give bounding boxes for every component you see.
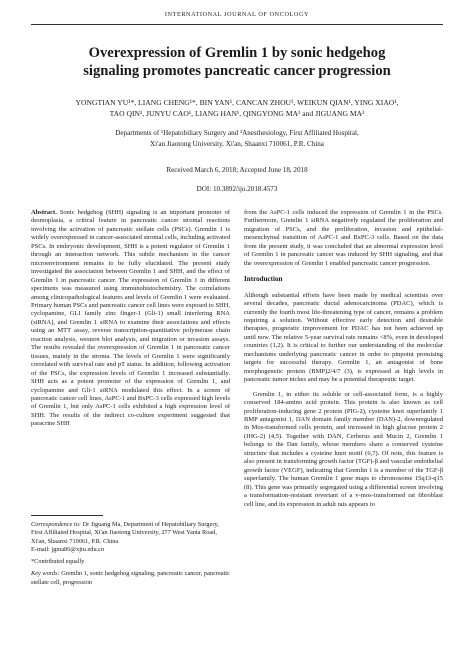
correspondence-text: Dr Jiguang Ma, Department of Hepatobiliary Surgery, First Affiliated Hospital, Xi'an Jiaotong University, 277 West Yanta Road, Xi'an, Shaanxi 710061, P.R. China: [31, 521, 219, 545]
title-line-2: signaling promotes pancreatic cancer progression: [83, 63, 391, 79]
affiliation-line-1: Departments of ¹Hepatobiliary Surgery and ²Anesthesiology, First Affiliated Hospital,: [115, 129, 359, 137]
author-list: [40, 97, 434, 119]
affiliation-line-2: Xi'an Jiaotong University, Xi'an, Shaanxi 710061, P.R. China: [150, 139, 324, 148]
title-line-1: Overexpression of Gremlin 1 by sonic hedgehog: [88, 45, 386, 61]
left-column: [31, 209, 230, 429]
keywords-text: Gremlin 1, sonic hedgehog signaling, pancreatic cancer, pancreatic stellate cell, progression: [31, 570, 230, 586]
journal-header: INTERNATIONAL JOURNAL OF ONCOLOGY: [164, 11, 310, 18]
keywords: [31, 570, 230, 587]
correspondence-label: Correspondence to:: [31, 521, 81, 528]
received-accepted-dates: Received March 6, 2018; Accepted June 18, 2018: [166, 166, 308, 174]
abstract-text: Sonic hedgehog (SHH) signaling is an important promoter of desmoplasia, a critical feature in pancreatic cancer stromal reactions involving the activation of pancreatic stellate cells (PSCs). Gremlin 1 is widely overexpressed in cancer-associated stromal cells, including activated PSCs. In embryonic development, SHH is a potent regulator of Gremlin 1 through an interaction network. This subtle mechanism in the cancer microenvironment remains to be fully elucidated. The present study investigated the association between Gremlin 1 and SHH, and the effect of Gremlin 1 in pancreatic cancer. The expression of Gremlin 1 in different specimens was measured using immunohistochemistry. The correlations among clinicopathological features and levels of Gremlin 1 were evaluated. Primary human PSCs and pancreatic cancer cell lines were exposed to SHH, cyclopamine, GLI family zinc finger-1 (Gli-1) small interfering RNA (siRNA), and Gremlin 1 siRNA to examine their associations and effects using an MTT assay, reverse transcription-quantitative polymerase chain reaction analysis, western blot analysis, and migration or invasion assays. The results revealed the overexpression of Gremlin 1 in pancreatic cancer tissues, mainly in the stroma. The levels of Gremlin 1 were significantly correlated with survival rate and pT status. In addition, following activation of the PSCs, the expression levels of Gremlin 1 increased substantially. SHH acts as a potent promoter of the expression of Gremlin 1, and cyclopamine and Gli-1 siRNA modulated this effect. In a screen of pancreatic cancer cell lines, AsPC-1 and BxPC-3 cells expressed high levels of Gremlin 1, but only AsPC-1 cells exhibited a high expression level of SHH. The results of the indirect co-culture experiment suggested that paracrine SHH: [31, 209, 230, 428]
email[interactable]: E-mail: jgma86@xjtu.edu.cn: [31, 545, 105, 553]
correspondence: [31, 521, 230, 554]
abstract-label: Abstract.: [31, 209, 57, 216]
doi[interactable]: DOI: 10.3892/ijo.2018.4573: [196, 185, 278, 193]
equal-contribution: *Contributed equally: [31, 558, 85, 566]
affiliation: [40, 128, 434, 149]
abstract: [31, 209, 230, 429]
abstract-continued: from the AsPC-1 cells induced the expression of Gremlin 1 in the PSCs. Furthermore, Gremlin 1 siRNA negatively regulated the proliferation and migration of PSCs, and the proliferation, invasion and epithelial-mesenchymal transition of AsPC-1 and BxPC-3 cells. Based on the data from the present study, it was concluded that an abnormal expression level of Gremlin 1 in pancreatic cancer was induced by SHH signaling, and that the overexpression of Gremlin 1 enabled pancreatic cancer progression.: [244, 209, 443, 267]
authors-line-1: YONGTIAN YU¹*, LIANG CHENG¹*, BIN YAN¹, CANCAN ZHOU¹, WEIKUN QIAN¹, YING XIAO¹,: [75, 98, 399, 107]
right-column: [244, 209, 443, 509]
introduction-paragraph-2: Gremlin 1, in either its soluble or cell-associated form, is a highly conserved 184-amino acid protein. This protein is also known as cell proliferation-inducing gene 2 protein (PIG-2), cysteine knot superfamily 1 BMP antagonist 1, DAN domain family member (DAN)-2, downregulated in Mos-transformed cells protein, and increased in high glucose protein 2 (IHG-2) (4,5). Together with DAN, Cerberus and Mucin 2, Gremlin 1 belongs to the Dan family, whose members share a conserved cysteine structure that includes a cysteine knot motif (6,7). Of note, this feature is also present in transforming growth factor (TGF)-β and vascular endothelial growth factor (VEGF), indicating that Gremlin 1 is a member of the TGF-β superfamily. The human Gremlin 1 gene maps to chromosome 15q13-q15 (8). This gene was primarily segregated using a differential screen involving a transformation-resistant revertant of a v-mos-transformed rat fibroblast cell line, and its expression in adult rats appears to: [244, 390, 443, 508]
keywords-label: Key words:: [31, 570, 60, 578]
introduction-heading: Introduction: [244, 275, 283, 284]
header-rule: [31, 24, 443, 25]
introduction-paragraph-1: Although substantial efforts have been made by medical scientists over several decades, pancreatic ductal adenocarcinoma (PDAC), which is currently the fourth most life-threatening type of cancer, remains a problem requiring a solution. Without effective early detection and desirable therapies, prognostic improvement for PDAC has not been achieved up until now. The relative 5-year survival rate remains <8%, even in developed countries (1,2). It is critical to further our understanding of the molecular mechanisms underlying pancreatic cancer in order to pinpoint promising targets for successful therapy. Gremlin 1, an antagonist of bone morphogenetic protein (BMP)2/4/7 (3), is expressed at high levels in pancreatic tumor niches and may be a potential therapeutic target.: [244, 291, 443, 384]
authors-line-2: TAO QIN¹, JUNYU CAO¹, LIANG HAN¹, QINGYONG MA¹ and JIGUANG MA²: [109, 109, 365, 118]
footnotes: [31, 515, 230, 591]
footnote-separator: [31, 515, 103, 516]
article-title: [40, 44, 434, 80]
